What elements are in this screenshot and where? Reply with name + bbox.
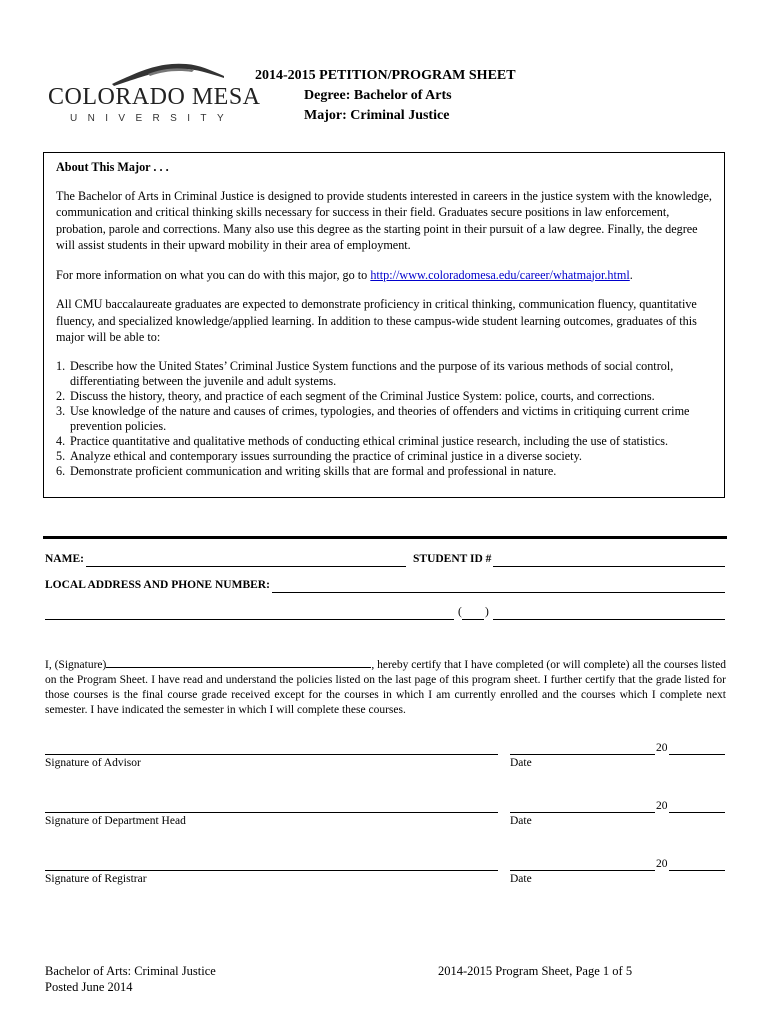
- advisor-year-prefix: 20: [656, 742, 668, 754]
- registrar-signature-field[interactable]: [45, 870, 498, 871]
- list-item: [56, 434, 714, 449]
- advisor-signature-field[interactable]: [45, 754, 498, 755]
- list-number: 6.: [56, 463, 66, 478]
- major-line: Major: Criminal Justice: [304, 108, 450, 123]
- certify-prefix: I, (Signature): [45, 659, 107, 671]
- address-field-2[interactable]: [45, 619, 454, 620]
- footer-page-number: 2014-2015 Program Sheet, Page 1 of 5: [438, 964, 633, 978]
- registrar-signature-label: Signature of Registrar: [45, 873, 147, 885]
- more-info-suffix: .: [629, 267, 633, 282]
- document-header: [255, 66, 545, 126]
- list-text: Analyze ethical and contemporary issues surrounding the practice of criminal justice in a diverse society.: [70, 448, 582, 463]
- advisor-date-label: Date: [510, 757, 532, 769]
- list-item: [56, 389, 714, 404]
- phone-paren-open: (: [458, 606, 462, 618]
- registrar-year-field[interactable]: [669, 870, 725, 871]
- about-major-box: [43, 152, 725, 498]
- footer-posted-date: Posted June 2014: [45, 980, 133, 994]
- dept-head-date-label: Date: [510, 815, 532, 827]
- list-item: [56, 464, 714, 479]
- name-field[interactable]: [86, 566, 406, 567]
- certify-text: , hereby certify that I have completed (or will complete) all the courses listed on the Program Sheet. I have read and understand the policies listed on the last page of this program sheet. I further certify that the grade listed for those courses is the final course grade received except for the courses in which I am currently enrolled and the courses which I complete next semester. I have indicated the semester in which I will complete these courses.: [45, 659, 726, 716]
- area-code-field[interactable]: [462, 619, 484, 620]
- list-text: Practice quantitative and qualitative methods of conducting ethical criminal justice research, including the use of statistics.: [70, 433, 669, 448]
- list-item: [56, 449, 714, 464]
- address-label: LOCAL ADDRESS AND PHONE NUMBER:: [45, 579, 270, 591]
- logo-wordmark: COLORADO MESA: [48, 84, 261, 110]
- dept-head-date-field[interactable]: [510, 812, 655, 813]
- about-title: About This Major . . .: [56, 160, 169, 174]
- list-text: Use knowledge of the nature and causes of crimes, typologies, and theories of offenders and victims in critiquing current crime prevention policies.: [70, 403, 690, 433]
- page-title: 2014-2015 PETITION/PROGRAM SHEET: [255, 68, 516, 83]
- dept-head-year-field[interactable]: [669, 812, 725, 813]
- advisor-date-field[interactable]: [510, 754, 655, 755]
- list-text: Describe how the United States’ Criminal Justice System functions and the purpose of its various methods of social control, differentiating between the juvenile and adult systems.: [70, 358, 674, 388]
- university-logo: [48, 58, 261, 130]
- section-divider: [43, 536, 727, 539]
- list-number: 1.: [56, 358, 66, 373]
- advisor-signature-label: Signature of Advisor: [45, 757, 141, 769]
- certification-statement: [45, 657, 726, 718]
- advisor-year-field[interactable]: [669, 754, 725, 755]
- dept-head-signature-label: Signature of Department Head: [45, 815, 186, 827]
- registrar-date-label: Date: [510, 873, 532, 885]
- phone-field[interactable]: [493, 619, 725, 620]
- dept-head-year-prefix: 20: [656, 800, 668, 812]
- list-number: 5.: [56, 448, 66, 463]
- outcomes-intro: All CMU baccalaureate graduates are expected to demonstrate proficiency in critical thinking, communication fluency, quantitative fluency, and specialized knowledge/applied learning. In addition to these campus-wide student learning outcomes, graduates of this major will be able to:: [56, 297, 697, 344]
- name-label: NAME:: [45, 553, 84, 565]
- list-item: [56, 359, 714, 389]
- list-number: 2.: [56, 388, 66, 403]
- logo-subtitle: UNIVERSITY: [70, 113, 235, 124]
- phone-paren-close: ): [485, 606, 489, 618]
- list-text: Demonstrate proficient communication and writing skills that are formal and professional in nature.: [70, 463, 557, 478]
- degree-line: Degree: Bachelor of Arts: [304, 88, 452, 103]
- footer-program: Bachelor of Arts: Criminal Justice: [45, 964, 216, 978]
- student-id-label: STUDENT ID #: [413, 553, 492, 565]
- registrar-date-field[interactable]: [510, 870, 655, 871]
- list-item: [56, 404, 714, 434]
- more-info-text: For more information on what you can do with this major, go to: [56, 267, 371, 282]
- career-link[interactable]: http://www.coloradomesa.edu/career/whatmajor.html: [370, 267, 630, 282]
- list-text: Discuss the history, theory, and practice of each segment of the Criminal Justice System: police, courts, and corrections.: [70, 388, 655, 403]
- registrar-year-prefix: 20: [656, 858, 668, 870]
- outcomes-list: [56, 359, 714, 479]
- footer-left: [45, 963, 216, 995]
- list-number: 3.: [56, 403, 66, 418]
- list-number: 4.: [56, 433, 66, 448]
- address-field[interactable]: [272, 592, 725, 593]
- mesa-mountain-icon: [108, 58, 228, 86]
- student-id-field[interactable]: [493, 566, 725, 567]
- more-info-paragraph: [56, 267, 714, 284]
- about-intro: The Bachelor of Arts in Criminal Justice is designed to provide students interested in careers in the justice system with the knowledge, communication and critical thinking skills necessary for success in their field. Graduates secure positions in law enforcement, probation, parole and corrections. Many also use this degree as the starting point in their pursuit of a law degree. Finally, the degree will assist students in their upward mobility in their area of employment.: [56, 188, 712, 252]
- student-signature-field[interactable]: [106, 657, 371, 668]
- dept-head-signature-field[interactable]: [45, 812, 498, 813]
